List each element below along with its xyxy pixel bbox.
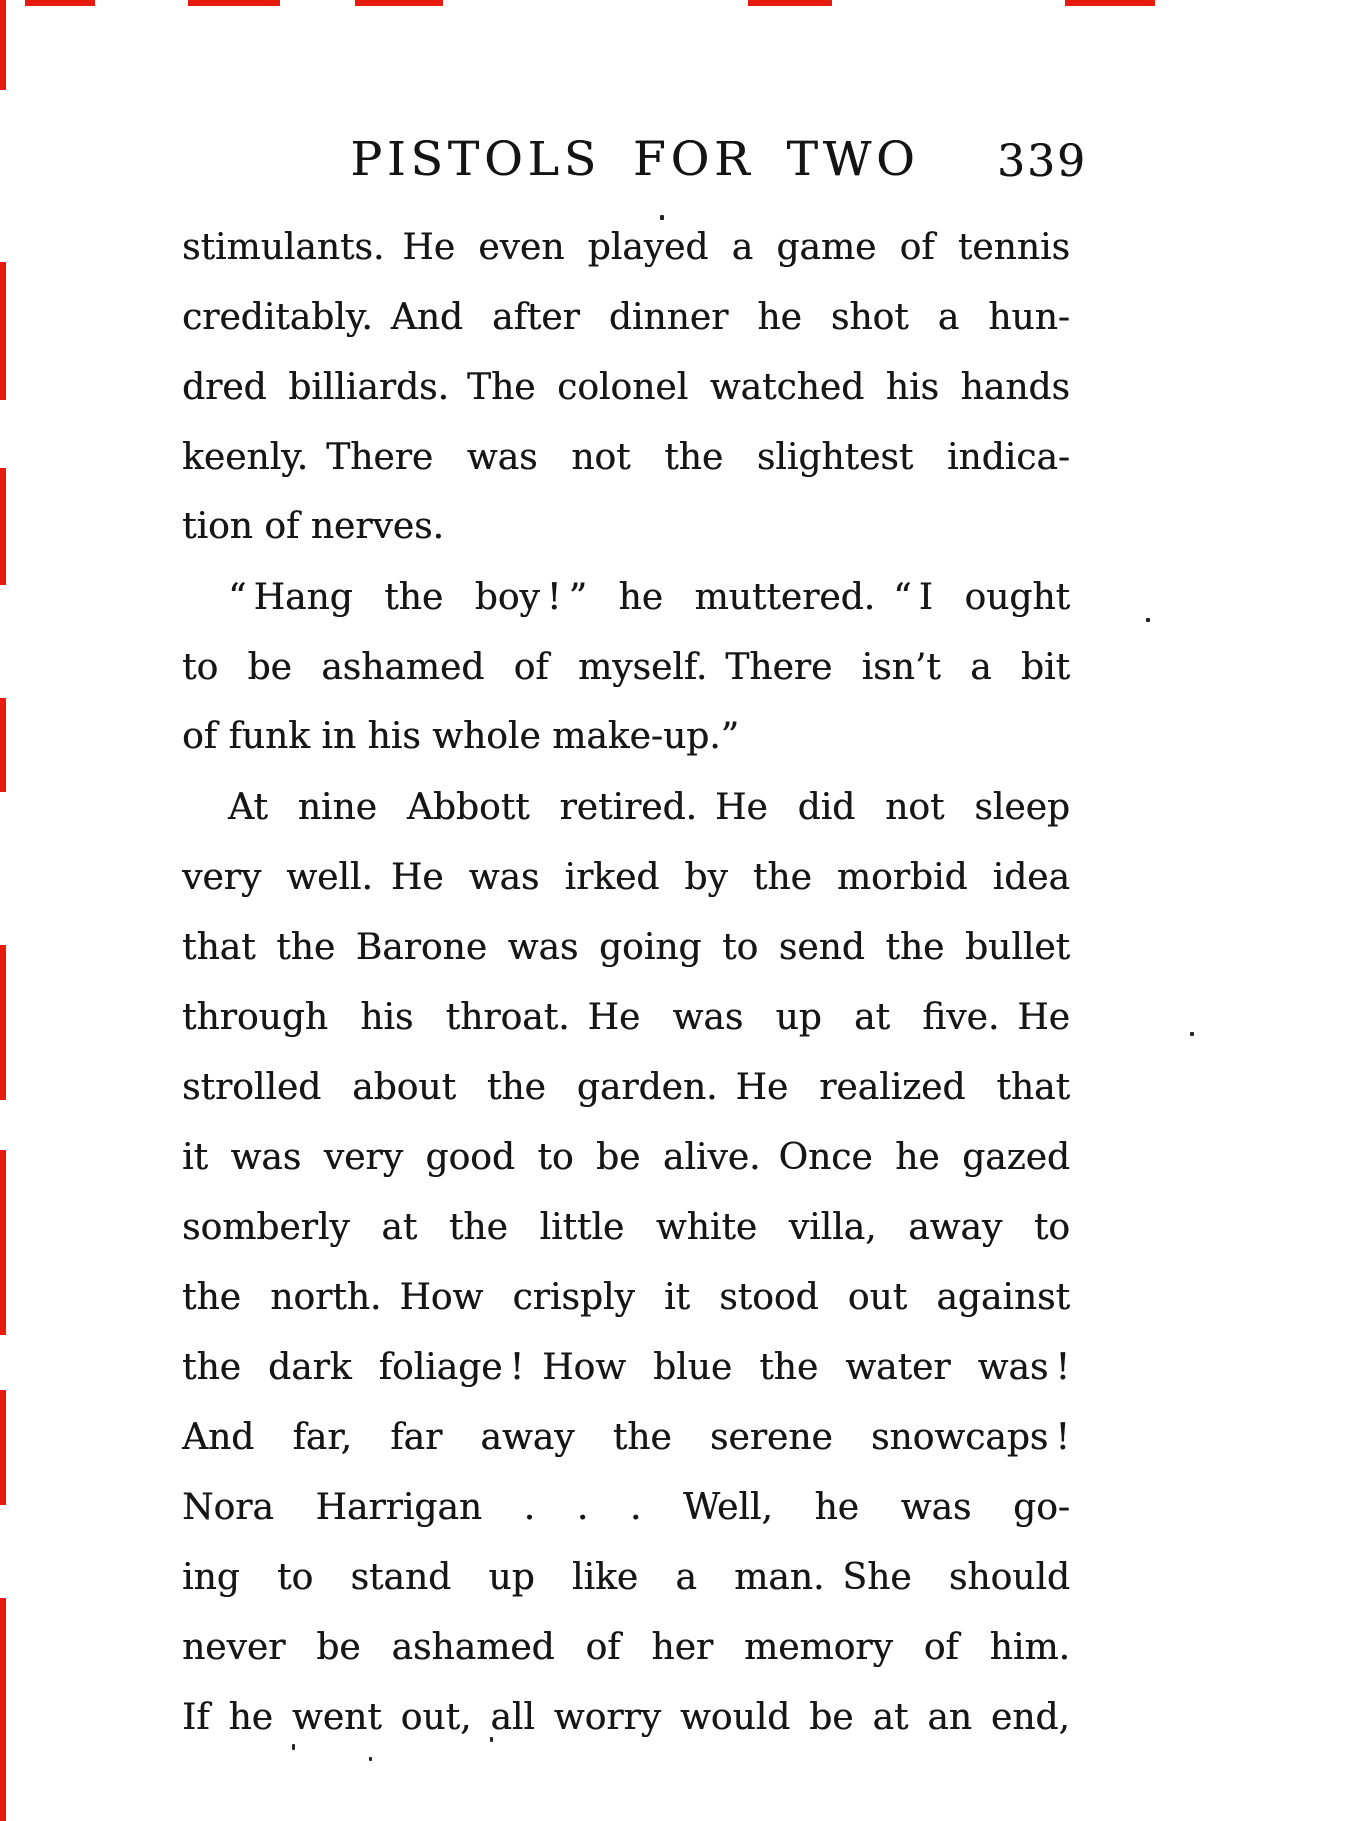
word: at xyxy=(381,1206,418,1248)
top-edge-red-dash xyxy=(355,0,443,6)
word: the xyxy=(276,926,336,968)
word: was xyxy=(507,926,579,968)
word: away xyxy=(908,1206,1003,1248)
word: blue xyxy=(653,1346,733,1388)
text-line: tion of nerves. xyxy=(182,506,444,547)
text-line xyxy=(182,1682,1070,1752)
word: a xyxy=(731,226,754,268)
word: the xyxy=(448,1206,508,1248)
word: watched xyxy=(709,366,865,408)
word: should xyxy=(948,1556,1070,1598)
word: be xyxy=(596,1136,641,1178)
word: going xyxy=(599,926,702,968)
word: of xyxy=(899,226,935,268)
word: bit xyxy=(1020,646,1070,688)
word: good xyxy=(425,1136,515,1178)
word: send xyxy=(778,926,865,968)
word: did xyxy=(797,786,856,828)
ink-speck xyxy=(490,1737,493,1742)
word: played xyxy=(587,226,709,268)
word: was ! xyxy=(977,1346,1070,1388)
word: realized xyxy=(819,1066,966,1108)
word: snowcaps ! xyxy=(870,1416,1070,1458)
text-line xyxy=(182,1122,1070,1192)
word: garden. He xyxy=(576,1066,789,1108)
word: not xyxy=(571,436,631,478)
word: five. He xyxy=(922,996,1070,1038)
word: out xyxy=(847,1276,908,1318)
text-line xyxy=(182,1192,1070,1262)
word: colonel xyxy=(557,366,689,408)
word: was xyxy=(672,996,744,1038)
word: ought xyxy=(964,576,1070,618)
word: against xyxy=(936,1276,1070,1318)
word: dinner xyxy=(608,296,729,338)
word: ashamed xyxy=(321,646,485,688)
word: the xyxy=(182,1276,241,1318)
word: little xyxy=(539,1206,625,1248)
word: her xyxy=(651,1626,714,1668)
word: “ Hang xyxy=(228,576,353,618)
word: an xyxy=(927,1696,972,1738)
word: end, xyxy=(990,1696,1070,1738)
word: by xyxy=(684,856,728,898)
word: the xyxy=(612,1416,672,1458)
word: all xyxy=(490,1696,535,1738)
word: sleep xyxy=(974,786,1070,828)
top-edge-red-dash xyxy=(748,0,832,6)
word: Abbott xyxy=(406,786,530,828)
word: never xyxy=(182,1626,286,1668)
text-line xyxy=(182,282,1070,352)
text-line xyxy=(182,212,1070,282)
word: the xyxy=(759,1346,819,1388)
text-line xyxy=(182,1332,1070,1402)
word: to xyxy=(1033,1206,1070,1248)
word: about xyxy=(352,1066,456,1108)
word: it xyxy=(663,1276,690,1318)
body-text xyxy=(182,212,1070,1752)
word: somberly xyxy=(182,1206,350,1248)
word: his xyxy=(885,366,939,408)
word: far xyxy=(390,1416,443,1458)
word: he xyxy=(814,1486,859,1528)
word: alive. Once xyxy=(662,1136,873,1178)
word: up xyxy=(488,1556,535,1598)
word: he xyxy=(228,1696,273,1738)
word: be xyxy=(809,1696,854,1738)
word: If xyxy=(182,1696,210,1738)
text-line xyxy=(182,982,1070,1052)
word: go- xyxy=(1013,1486,1070,1528)
page-header xyxy=(182,132,1087,196)
word: was xyxy=(466,436,538,478)
word: dark xyxy=(268,1346,352,1388)
word: would xyxy=(679,1696,791,1738)
word: at xyxy=(854,996,890,1038)
word: Barone xyxy=(355,926,488,968)
text-line xyxy=(182,912,1070,982)
word: to xyxy=(182,646,219,688)
word: was xyxy=(900,1486,972,1528)
word: At xyxy=(228,786,268,828)
left-edge-red-dash xyxy=(0,698,6,792)
word: a xyxy=(970,646,992,688)
word: was xyxy=(230,1136,302,1178)
word: . xyxy=(523,1486,536,1528)
word: Well, xyxy=(682,1486,773,1528)
word: water xyxy=(845,1346,951,1388)
word: through xyxy=(182,996,328,1038)
word: stand xyxy=(350,1556,452,1598)
word: . xyxy=(576,1486,589,1528)
word: he xyxy=(618,576,664,618)
word: a xyxy=(675,1556,697,1598)
text-line xyxy=(182,772,1070,842)
word: at xyxy=(872,1696,909,1738)
word: memory xyxy=(744,1626,893,1668)
word: tennis xyxy=(957,226,1070,268)
word: isn’t xyxy=(861,646,941,688)
word: not xyxy=(885,786,945,828)
word: out, xyxy=(400,1696,472,1738)
word: billiards. The xyxy=(288,366,536,408)
left-edge-red-dash xyxy=(0,1150,6,1335)
word: of xyxy=(513,646,549,688)
word: ing xyxy=(182,1556,240,1598)
word: crisply xyxy=(512,1276,635,1318)
word: serene xyxy=(709,1416,833,1458)
word: to xyxy=(722,926,759,968)
left-edge-red-dash xyxy=(0,1390,6,1505)
text-line xyxy=(182,1612,1070,1682)
ink-speck xyxy=(660,215,664,220)
word: be xyxy=(247,646,292,688)
word: the xyxy=(486,1066,546,1108)
text-line xyxy=(182,1052,1070,1122)
word: irked xyxy=(564,856,660,898)
word: away xyxy=(480,1416,575,1458)
word: game xyxy=(776,226,877,268)
word: be xyxy=(316,1626,361,1668)
word: the xyxy=(182,1346,241,1388)
word: indica- xyxy=(946,436,1070,478)
text-line: of funk in his whole make-up.” xyxy=(182,716,740,757)
word: the xyxy=(752,856,812,898)
word: north. How xyxy=(270,1276,484,1318)
word: hun- xyxy=(988,296,1070,338)
word: a xyxy=(937,296,960,338)
word: bullet xyxy=(964,926,1070,968)
ink-speck xyxy=(369,1757,372,1761)
text-line xyxy=(182,1402,1070,1472)
text-line xyxy=(182,562,1070,632)
word: stimulants. He xyxy=(182,226,456,268)
top-edge-red-dash xyxy=(1065,0,1155,6)
word: muttered. “ I xyxy=(694,576,933,618)
top-edge-red-dash xyxy=(188,0,280,6)
word: And xyxy=(182,1416,255,1458)
page-number: 339 xyxy=(997,136,1087,187)
word: retired. He xyxy=(559,786,768,828)
word: after xyxy=(492,296,580,338)
word: was xyxy=(468,856,540,898)
word: white xyxy=(655,1206,758,1248)
word: idea xyxy=(992,856,1070,898)
text-line xyxy=(182,1472,1070,1542)
text-line xyxy=(182,1542,1070,1612)
word: man. She xyxy=(734,1556,912,1598)
left-edge-red-dash xyxy=(0,468,6,585)
word: foliage ! How xyxy=(378,1346,627,1388)
left-edge-red-dash xyxy=(0,0,6,90)
word: the xyxy=(664,436,724,478)
word: very xyxy=(323,1136,403,1178)
word: creditably. And xyxy=(182,296,463,338)
word: that xyxy=(182,926,256,968)
word: morbid xyxy=(836,856,968,898)
word: worry xyxy=(553,1696,662,1738)
word: the xyxy=(384,576,444,618)
word: up xyxy=(775,996,822,1038)
word: it xyxy=(182,1136,208,1178)
word: dred xyxy=(182,366,267,408)
text-line xyxy=(182,352,1070,422)
word: nine xyxy=(297,786,377,828)
ink-speck xyxy=(1190,1032,1194,1036)
word: myself. There xyxy=(578,646,833,688)
left-edge-red-dash xyxy=(0,1598,6,1821)
word: the xyxy=(885,926,945,968)
word: to xyxy=(277,1556,314,1598)
text-line xyxy=(182,632,1070,702)
word: ashamed xyxy=(391,1626,555,1668)
left-edge-red-dash xyxy=(0,262,6,400)
page-header-title: PISTOLS FOR TWO xyxy=(350,132,920,187)
word: him. xyxy=(989,1626,1070,1668)
word: slightest xyxy=(756,436,914,478)
word: . xyxy=(629,1486,642,1528)
word: boy ! ” xyxy=(474,576,587,618)
word: went xyxy=(291,1696,382,1738)
word: he xyxy=(895,1136,940,1178)
word: even xyxy=(478,226,565,268)
word: keenly. There xyxy=(182,436,434,478)
text-line xyxy=(182,1262,1070,1332)
ink-speck xyxy=(292,1744,295,1750)
word: shot xyxy=(830,296,909,338)
word: to xyxy=(537,1136,574,1178)
word: well. He xyxy=(286,856,444,898)
word: gazed xyxy=(962,1136,1070,1178)
word: strolled xyxy=(182,1066,322,1108)
word: of xyxy=(923,1626,959,1668)
word: he xyxy=(757,296,802,338)
word: villa, xyxy=(788,1206,877,1248)
word: his xyxy=(360,996,414,1038)
word: Harrigan xyxy=(315,1486,482,1528)
ink-speck xyxy=(1146,618,1150,622)
left-edge-red-dash xyxy=(0,945,6,1100)
word: that xyxy=(996,1066,1070,1108)
word: stood xyxy=(719,1276,819,1318)
text-line xyxy=(182,422,1070,492)
word: far, xyxy=(292,1416,352,1458)
text-line xyxy=(182,842,1070,912)
top-edge-red-dash xyxy=(25,0,95,6)
word: Nora xyxy=(182,1486,274,1528)
word: like xyxy=(571,1556,639,1598)
word: throat. He xyxy=(445,996,641,1038)
word: very xyxy=(182,856,262,898)
word: of xyxy=(585,1626,621,1668)
word: hands xyxy=(960,366,1070,408)
